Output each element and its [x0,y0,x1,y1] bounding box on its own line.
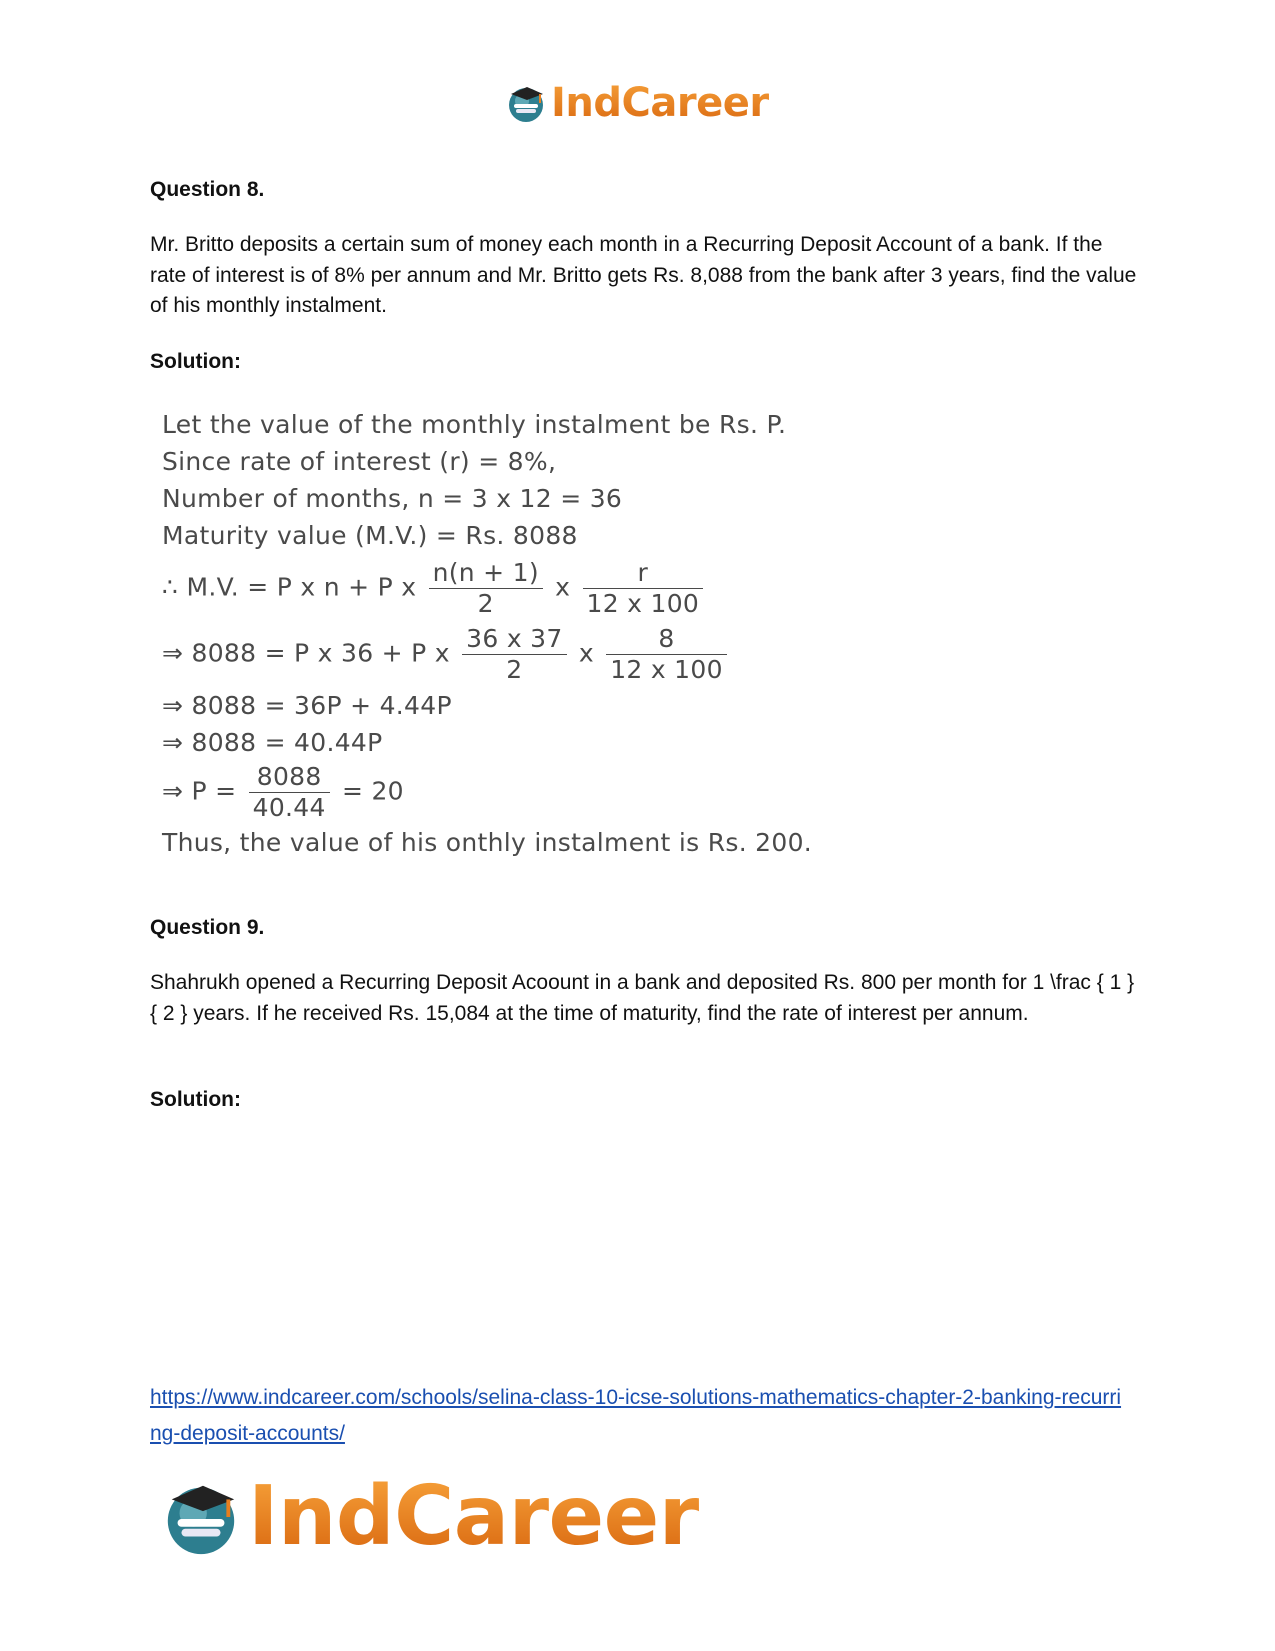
fraction-denominator: 2 [506,655,523,684]
fraction-denominator: 40.44 [252,793,326,822]
solution-line: ⇒ 8088 = 40.44P [162,728,383,757]
solution-formula-line [162,624,731,685]
solution-line: ⇒ 8088 = 36P + 4.44P [162,691,452,720]
brand-name: IndCareer [248,1469,699,1564]
fraction-numerator: 8 [606,624,727,655]
solution-formula-line [162,762,404,823]
footer-logo [160,1469,699,1564]
header-logo [505,78,769,128]
fraction-numerator: n(n + 1) [429,558,543,589]
formula-prefix: ∴ M.V. = P x n + P x [162,572,417,602]
question-8-solution-label: Solution: [150,350,241,373]
fraction-denominator: 12 x 100 [610,655,723,684]
fraction [429,558,543,619]
fraction [462,624,566,685]
solution-line: Number of months, n = 3 x 12 = 36 [162,484,623,513]
fraction-numerator: r [583,558,704,589]
fraction-numerator: 36 x 37 [462,624,566,655]
formula-prefix: ⇒ 8088 = P x 36 + P x [162,638,450,668]
brand-name: IndCareer [551,80,769,126]
formula-prefix: ⇒ P = [162,776,237,806]
times-sign: x [578,638,594,668]
solution-line: Since rate of interest (r) = 8%, [162,447,557,476]
question-9-solution-label: Solution: [150,1088,241,1111]
formula-suffix: = 20 [341,776,404,806]
fraction-denominator: 2 [477,589,494,618]
solution-image [160,410,860,880]
globe-graduation-cap-icon [160,1476,242,1558]
fraction [583,558,704,619]
fraction-numerator: 8088 [249,762,330,793]
question-8-text: Mr. Britto deposits a certain sum of money each month in a Recurring Deposit Account of a bank. If the rate of interest is of 8% per annum and Mr. Britto gets Rs. 8,088 from the bank after 3 years, find the value of his monthly instalment. [150,233,1137,317]
fraction-denominator: 12 x 100 [586,589,700,618]
question-9-text: Shahrukh opened a Recurring Deposit Acoount in a bank and deposited Rs. 800 per month for 1 \frac { 1 }{ 2 } years. If he received Rs. 15,084 at the time of maturity, find the rate of interest per annum. [150,971,1135,1025]
globe-graduation-cap-icon [505,82,547,124]
question-9-heading: Question 9. [150,916,265,939]
fraction [606,624,727,685]
solution-line: Let the value of the monthly instalment be Rs. P. [162,410,787,439]
solution-line: Maturity value (M.V.) = Rs. 8088 [162,521,578,550]
source-link[interactable]: https://www.indcareer.com/schools/selina-class-10-icse-solutions-mathematics-chapter-2-banking-recurring-deposit-accounts/ [150,1386,1122,1445]
question-8-heading: Question 8. [150,178,265,201]
solution-line: Thus, the value of his onthly instalment is Rs. 200. [162,828,813,857]
solution-formula-line [162,558,707,619]
times-sign: x [555,572,571,602]
fraction [249,762,330,823]
